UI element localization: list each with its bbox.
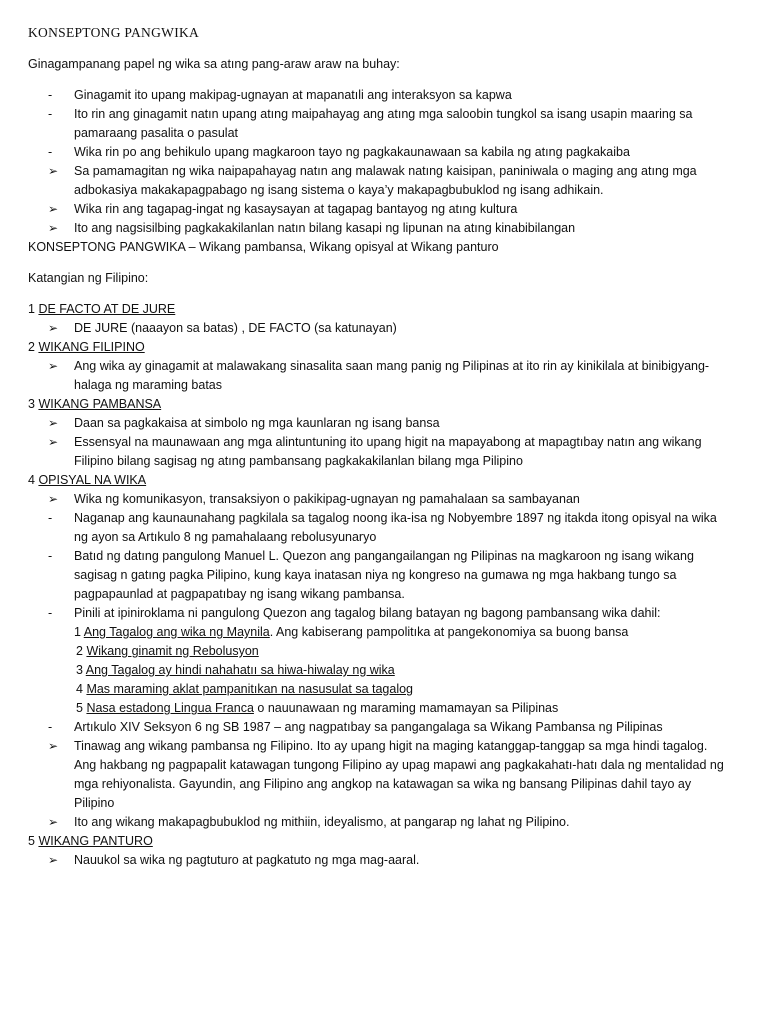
list-item — [28, 143, 728, 162]
reason-item — [28, 623, 728, 642]
section-4-list-continued — [28, 718, 728, 832]
list-item — [28, 319, 728, 338]
list-item-text: Daan sa pagkakaisa at simbolo ng mga kaunlaran ng isang bansa — [74, 416, 440, 430]
list-item — [28, 200, 728, 219]
reason-number: 2 — [76, 644, 87, 658]
document-title: KONSEPTONG PANGWIKA — [28, 25, 200, 40]
section-number: 5 — [28, 834, 39, 848]
list-item-text: Wika rin ang tagapag-ingat ng kasaysayan at tagapag bantayog ng atıng kultura — [74, 202, 518, 216]
arrow-bullet-icon: ➢ — [48, 416, 59, 430]
section-title: WIKANG PANTURO — [38, 834, 153, 848]
arrow-bullet-icon: ➢ — [48, 359, 59, 373]
reason-number: 5 — [76, 701, 87, 715]
arrow-bullet-icon: ➢ — [48, 321, 59, 335]
reason-number: 4 — [76, 682, 87, 696]
reason-underlined: Wikang ginamit ng Rebolusyon — [86, 644, 259, 658]
list-item-text: Naganap ang kaunaunahang pagkilala sa tagalog noong ika-isa ng Nobyembre 1897 ng itakda itong opisyal na wika ng ayon sa Artıkulo 8 ng pamahalaang rebolusyunaryo — [74, 511, 717, 544]
list-item-text: Ito ang nagsisilbing pagkakakilanlan natın bilang kasapi ng lipunan na atıng kinabibilangan — [74, 221, 576, 235]
section-heading-2 — [28, 338, 728, 357]
list-item — [28, 433, 728, 471]
list-item-text: Batıd ng datıng pangulong Manuel L. Quezon ang pangangailangan ng Pilipinas na magkaroon ng isang wikang sagisag n gatıng pagka Pilipino, kung kaya inatasan niya ng kongreso na gumawa ng mga hakbang tungo sa pagpapaunlad at pagpapatıbay ng isang wikang pambansa. — [74, 549, 694, 601]
reason-rest: o nauunawaan ng maraming mamamayan sa Pilipinas — [253, 701, 559, 715]
list-item-text: Ito rin ang ginagamit natın upang atıng maipahayag ang atıng mga saloobin tungkol sa isang usapin maaring sa pamaraang pasalita o pasulat — [74, 107, 693, 140]
reason-item — [28, 642, 728, 661]
reason-item — [28, 661, 728, 680]
list-item — [28, 851, 728, 870]
section-number: 2 — [28, 340, 39, 354]
list-item — [28, 414, 728, 433]
reason-underlined: Ang Tagalog ay hindi nahahatıı sa hiwa-hiwalay ng wika — [85, 663, 395, 677]
intro-list — [28, 86, 728, 238]
arrow-bullet-icon: ➢ — [48, 164, 59, 178]
section-4-list — [28, 490, 728, 623]
section-heading-3 — [28, 395, 728, 414]
arrow-bullet-icon: ➢ — [48, 202, 59, 216]
section-title: WIKANG FILIPINO — [38, 340, 145, 354]
section-1-list — [28, 319, 728, 338]
list-item — [28, 357, 728, 395]
list-item — [28, 509, 728, 547]
dash-bullet-icon — [48, 105, 66, 124]
dash-bullet-icon — [48, 718, 66, 737]
reason-number: 3 — [76, 663, 86, 677]
reason-item — [28, 680, 728, 699]
section-heading-4 — [28, 471, 728, 490]
list-item-text: Ang wika ay ginagamit at malawakang sinasalita saan mang panig ng Pilipinas at ito rin ay kinikilala at binibigyang-halaga ng maraming batas — [74, 359, 710, 392]
dash-bullet-icon — [48, 143, 66, 162]
list-item — [28, 162, 728, 200]
section-2-list — [28, 357, 728, 395]
list-item-text: Wika ng komunikasyon, transaksiyon o pakikipag-ugnayan ng pamahalaan sa sambayanan — [74, 492, 580, 506]
section-heading-5 — [28, 832, 728, 851]
reason-underlined: Ang Tagalog ang wika ng Maynila — [83, 625, 270, 639]
reason-underlined: Mas maraming aklat pampanitıkan na nasusulat sa tagalog — [86, 682, 414, 696]
list-item — [28, 813, 728, 832]
list-item-text: Ginagamit ito upang makipag-ugnayan at mapanatıli ang interaksyon sa kapwa — [74, 88, 512, 102]
arrow-bullet-icon: ➢ — [48, 435, 59, 449]
list-item — [28, 86, 728, 105]
reason-rest: . Ang kabiserang pampolitıka at pangekonomiya sa buong bansa — [269, 625, 629, 639]
arrow-bullet-icon: ➢ — [48, 492, 59, 506]
arrow-bullet-icon: ➢ — [48, 815, 59, 829]
arrow-bullet-icon: ➢ — [48, 739, 59, 753]
list-item-text: Wika rin po ang behikulo upang magkaroon tayo ng pagkakaunawaan sa kabila ng atıng pagkakaiba — [74, 145, 630, 159]
section-title: OPISYAL NA WIKA — [38, 473, 147, 487]
dash-bullet-icon — [48, 547, 66, 566]
list-item — [28, 219, 728, 238]
list-item-text: DE JURE (naaayon sa batas) , DE FACTO (sa katunayan) — [74, 321, 397, 335]
list-item-text: Artıkulo XIV Seksyon 6 ng SB 1987 – ang nagpatıbay sa pangangalaga sa Wikang Pambansa ng Pilipinas — [74, 720, 663, 734]
dash-bullet-icon — [48, 509, 66, 528]
concept-line: KONSEPTONG PANGWIKA – Wikang pambansa, Wikang opisyal at Wikang panturo — [28, 240, 499, 254]
list-item-text: Nauukol sa wika ng pagtuturo at pagkatuto ng mga mag-aaral. — [74, 853, 420, 867]
section-title: WIKANG PAMBANSA — [38, 397, 162, 411]
reasons-list — [28, 623, 728, 718]
list-item — [28, 718, 728, 737]
reason-item — [28, 699, 728, 718]
list-item — [28, 490, 728, 509]
list-item-text: Essensyal na maunawaan ang mga alintuntuning ito upang higit na mapayabong at mapagtıbay natın ang wikang Filipino bilang sagisag ng atıng pambansang pagkakakilanlan bilang mga Pilipino — [74, 435, 702, 468]
list-item-text: Tinawag ang wikang pambansa ng Filipino. Ito ay upang higit na maging katanggap-tanggap sa mga hindi tagalog. Ang hakbang ng pagpapalit katawagan tungong Filipino ay upag mapawi ang pagkakahatı-hatı dala ng mentalidad ng mga rehiyonalista. Gayundin, ang Filipino ang angkop na katawagan sa wika ng bansang Pilipinas dahil tayo ay Pilipino — [74, 739, 724, 810]
reason-number: 1 — [74, 625, 84, 639]
arrow-bullet-icon: ➢ — [48, 853, 59, 867]
intro-text: Ginagampanang papel ng wika sa atıng pang-araw araw na buhay: — [28, 57, 400, 71]
dash-bullet-icon — [48, 86, 66, 105]
dash-bullet-icon — [48, 604, 66, 623]
list-item — [28, 737, 728, 813]
katangian-heading: Katangian ng Filipino: — [28, 271, 149, 285]
list-item-text: Sa pamamagitan ng wika naipapahayag natın ang malawak natıng kaisipan, paniniwala o maging ang atıng mga adbokasiya makakapagpabago ng isang sistema o kaya’y makapagbubuklod ng isang adhikain. — [74, 164, 697, 197]
section-3-list — [28, 414, 728, 471]
list-item-text: Ito ang wikang makapagbubuklod ng mithiin, ideyalismo, at pangarap ng lahat ng Pilipino. — [74, 815, 570, 829]
section-number: 1 — [28, 302, 39, 316]
section-heading-1 — [28, 300, 728, 319]
section-title: DE FACTO AT DE JURE — [38, 302, 176, 316]
list-item — [28, 547, 728, 604]
section-number: 3 — [28, 397, 39, 411]
list-item — [28, 105, 728, 143]
section-5-list — [28, 851, 728, 870]
list-item — [28, 604, 728, 623]
section-number: 4 — [28, 473, 39, 487]
reason-underlined: Nasa estadong Lingua Franca — [86, 701, 254, 715]
list-item-text: Pinili at ipiniroklama ni pangulong Quezon ang tagalog bilang batayan ng bagong pambansang wika dahil: — [74, 606, 661, 620]
arrow-bullet-icon: ➢ — [48, 221, 59, 235]
